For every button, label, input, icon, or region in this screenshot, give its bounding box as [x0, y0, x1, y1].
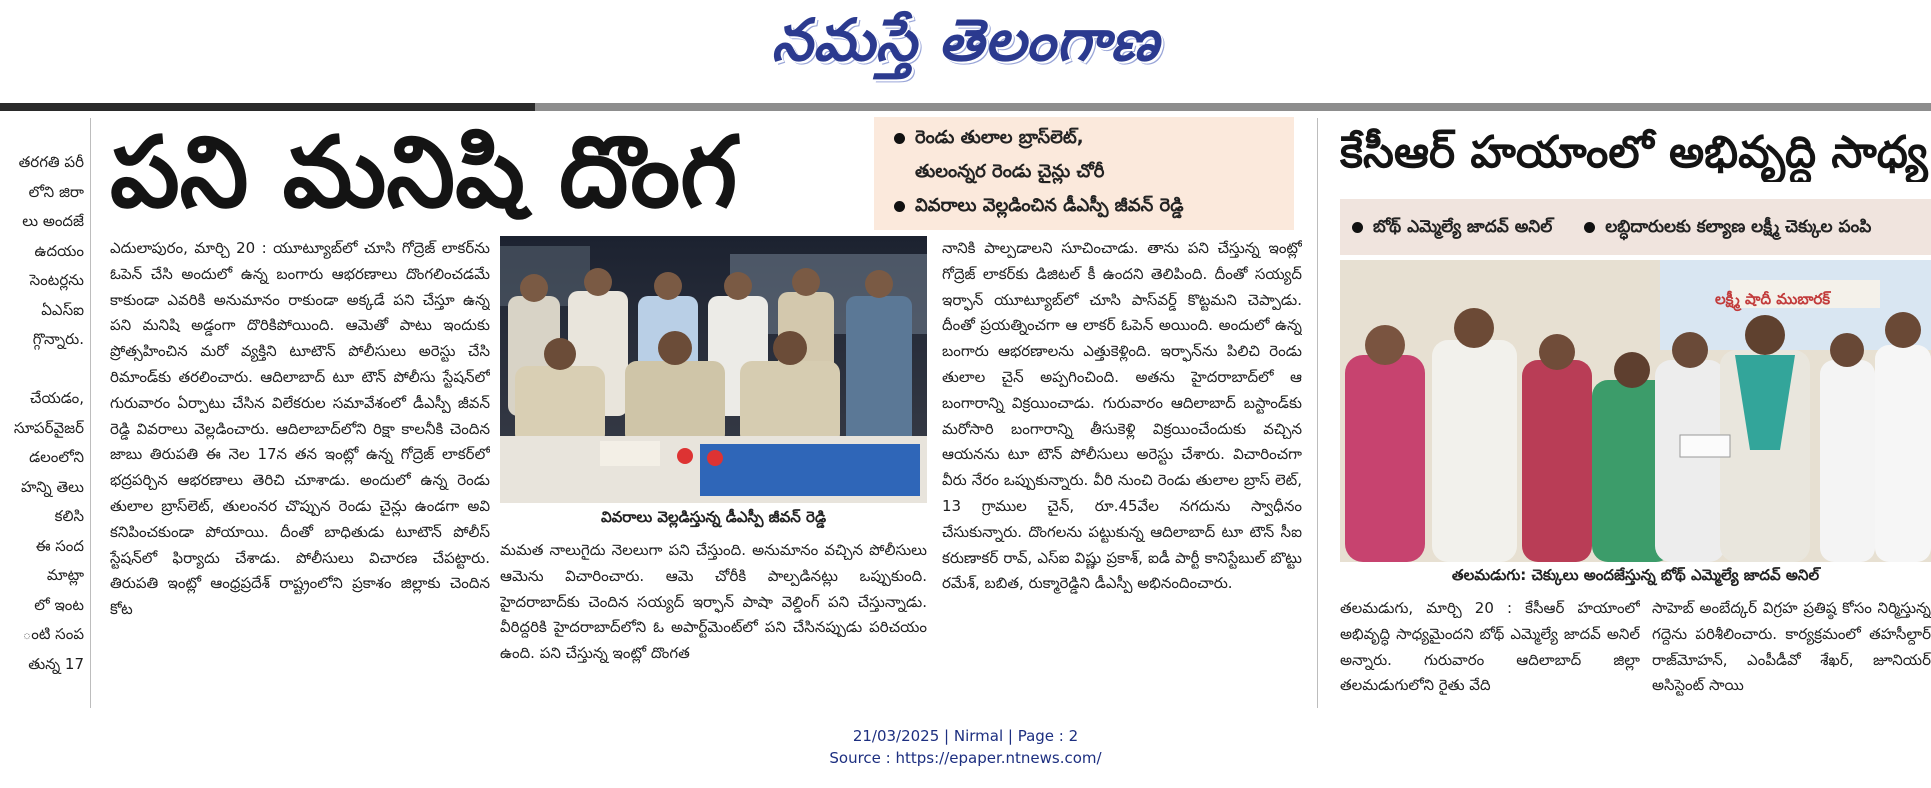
highlight-item: తులంన్నర రెండు చైన్లు చోరీ — [915, 161, 1105, 182]
footer-date-line: 21/03/2025 | Nirmal | Page : 2 — [852, 727, 1079, 745]
left-column-line: కలిసి — [54, 507, 84, 525]
right-photo-caption: తలమడుగు: చెక్కులు అందజేస్తున్న బోథ్ ఎమ్మెల్యే జాదవ్ అనిల్ — [1451, 566, 1820, 584]
left-column-line: తున్న 17 — [28, 654, 84, 673]
bullet-icon — [1584, 222, 1595, 233]
header-rule-dark — [0, 103, 535, 111]
left-column-line — [0, 357, 84, 387]
masthead — [0, 0, 1931, 100]
left-column-line: ంటి సంప — [22, 625, 84, 643]
right-story-column-1: తలమడుగు, మార్చి 20 : కేసీఆర్ హయాంలో అభివృద్ధి సాధ్యమైందని బోథ్ ఎమ్మెల్యే జాదవ్ అనిల్ అన్నారు. గురువారం ఆదిలాబాద్ జిల్లా తలమడుగులోని రైతు వేది — [1340, 599, 1640, 695]
bullet-icon — [894, 133, 905, 144]
main-story-column-2: మమత నాలుగైదు నెలలుగా పని చేస్తుంది. అనుమానం వచ్చిన పోలీసులు ఆమెను విచారించారు. ఆమె చోరీకి పాల్పడినట్లు ఒప్పుకుంది. హైదరాబాద్‌కు చెందిన సయ్యద్ ఇర్ఫాన్ పాషా వెల్డింగ్ పని చేస్తున్నాడు. వీరిద్దరికి హైదరాబాద్‌లోని ఓ అపార్ట్‌మెంట్‌లో పని చేసినప్పుడు పరిచయం ఉంది. పని చేస్తున్న ఇంట్లో దొంగత — [500, 541, 927, 663]
left-column-fragment — [0, 150, 84, 710]
bullet-icon — [1352, 222, 1363, 233]
left-column-line: సూపర్‌వైజర్ — [13, 418, 84, 437]
right-highlights-bar — [1340, 199, 1931, 255]
bullet-icon — [894, 201, 905, 212]
left-column-line: డలంలోని — [29, 448, 84, 466]
main-highlights-box — [874, 117, 1294, 230]
banner-text: లక్ష్మీ షాదీ ముబారక్ — [1715, 290, 1831, 308]
main-photo-caption: వివరాలు వెల్లడిస్తున్న డీఎస్పీ జీవన్ రెడ్డి — [600, 508, 827, 526]
highlight-item: వివరాలు వెల్లడించిన డీఎస్పీ జీవన్ రెడ్డి — [894, 189, 1294, 223]
right-headline: కేసీఆర్ హయాంలో అభివృద్ధి సాధ్య — [1340, 127, 1928, 178]
newspaper-title: నమస్తే తెలంగాణ — [771, 6, 1160, 74]
left-column-line: తరగతి పరీ — [18, 153, 84, 171]
left-column-line: మాట్లా — [46, 566, 84, 584]
left-column-line: లు అందజే — [22, 212, 84, 230]
left-column-line: ఈ సంద — [35, 536, 84, 555]
left-column-line: లో ఇంట — [34, 595, 84, 614]
cheque-distribution-photo-illustration — [1340, 260, 1931, 562]
column-divider — [90, 118, 91, 708]
column-divider — [1317, 118, 1318, 708]
left-column-line: ఏఎస్ఐ — [41, 300, 84, 319]
left-column-line: గ్గొన్నారు. — [32, 330, 84, 348]
left-column-line: చేయడం, — [30, 389, 84, 407]
highlight-item: రెండు తులాల బ్రాస్‌లెట్, — [894, 121, 1294, 155]
header-rule-light — [535, 103, 1931, 111]
footer-source-link[interactable]: Source : https://epaper.ntnews.com/ — [829, 749, 1102, 767]
main-headline: పని మనిషి దొంగ — [110, 118, 738, 228]
main-story-column-1: ఎదులాపురం, మార్చి 20 : యూట్యూబ్‌లో చూసి గోద్రెజ్ లాకర్‌ను ఓపెన్ చేసి అందులో ఉన్న బంగారు ఆభరణాలు దొంగలించడమే కాకుండా ఎవరికి అనుమానం రాకుండా అక్కడే పని చేస్తూ ఉన్న పని మనిషి అడ్డంగా దొరికిపోయింది. ఆమెతో పాటు ఇందుకు ప్రోత్సహించిన మరో వ్యక్తిని టూటౌన్ పోలీసులు అరెస్టు చేసి రిమాండ్‌కు తరలించారు. ఆదిలాబాద్ టూ టౌన్ పోలీసు స్టేషన్‌లో గురువారం ఏర్పాటు చేసిన విలేకరుల సమావేశంలో డీఎస్పీ జీవన్ రెడ్డి వివరాలు వెల్లడించారు. ఆదిలాబాద్‌లోని రిక్షా కాలనీకి చెందిన జాబు తిరుపతి ఈ నెల 17న తన ఇంట్లో ఉన్న గోద్రెజ్ లాకర్‌లో భద్రపర్చిన ఆభరణాలు తెరిచి చూశాడు. అందులో ఉన్న రెండు తులాల బ్రాస్‌లెట్, తులంనర చొప్పున రెండు చైన్లు ఉండగా అవి కనిపించకుండా పోయాయి. దీంతో బాధితుడు టూటౌన్ పోలీస్ స్టేషన్‌లో ఫిర్యాదు చేశాడు. పోలీసులు విచారణ చేపట్టారు. తిరుపతి ఇంట్లో ఆంధ్రప్రదేశ్ రాష్ట్రంలోని ప్రకాశం జిల్లాకు చెందిన కోట — [110, 239, 490, 619]
press-meet-photo-illustration — [500, 236, 927, 503]
highlight-item: బోథ్ ఎమ్మెల్యే జాదవ్ అనిల్ — [1352, 217, 1552, 237]
left-column-line: సెంటర్లను — [29, 271, 84, 289]
left-column-line: హన్ని తెలు — [21, 477, 84, 496]
left-column-line: లోని జిరా — [28, 182, 84, 201]
main-story-photo — [500, 236, 927, 503]
right-story-photo — [1340, 260, 1931, 562]
main-story-column-3: నానికి పాల్పడాలని సూచించాడు. తాను పని చేస్తున్న ఇంట్లో గోద్రెజ్ లాకర్‌కు డిజిటల్ కీ ఉందని తెలిపింది. దీంతో సయ్యద్ ఇర్ఫాన్ యూట్యూబ్‌లో చూసి పాస్‌వర్డ్ కొట్టమని చెప్పాడు. దీంతో ప్రయత్నించగా ఆ లాకర్ ఓపెన్ అయింది. అందులో ఉన్న బంగారు ఆభరణాలను ఎత్తుకెళ్లింది. ఇర్ఫాన్‌ను పిలిచి రెండు తులాల చైన్ అప్పగించింది. అతను హైదరాబాద్‌లో ఆ బంగారాన్ని విక్రయించాడు. గురువారం ఆదిలాబాద్ బస్టాండ్‌కు మరోసారి బంగారాన్ని తీసుకెళ్లి విక్రయించేందుకు వచ్చిన ఆయనను టూ టౌన్ పోలీసులు అరెస్టు చేశారు. విచారించగా వీరు నేరం ఒప్పుకున్నారు. వీరి నుంచి రెండు తులాల బ్రాస్ లెట్, 13 గ్రాముల చైన్, రూ.45వేల నగదును స్వాధీనం చేసుకున్నారు. దొంగలను పట్టుకున్న ఆదిలాబాద్ టూ టౌన్ సీఐ కరుణాకర్ రావ్, ఎస్ఐ విష్ణు ప్రకాశ్, ఐడీ పార్టీ కానిస్టేబుల్ బొట్టు రమేశ్, బబిత, రుక్మారెడ్డిని డీఎస్పీ అభినందించారు. — [942, 239, 1302, 593]
left-column-line: ఉదయం — [34, 241, 84, 260]
highlight-item: లబ్ధిదారులకు కల్యాణ లక్ష్మీ చెక్కుల పంపి — [1584, 217, 1871, 237]
right-story-column-2: సాహెబ్ అంబేద్కర్ విగ్రహ ప్రతిష్ఠ కోసం నిర్మిస్తున్న గద్దెను పరిశీలించారు. కార్యక్రమంలో తహసీల్దార్ రాజ్‌మోహన్, ఎంపీడీవో శేఖర్, జూనియర్ అసిస్టెంట్ సాయి — [1652, 599, 1931, 695]
